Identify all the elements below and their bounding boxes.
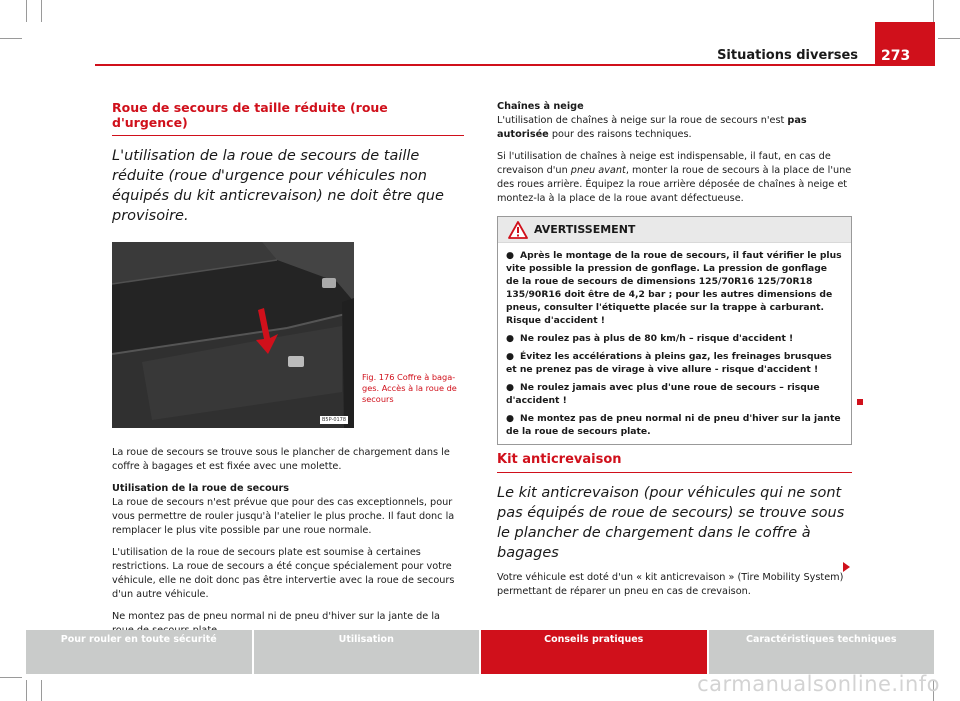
paragraph: L'utilisation de la roue de secours plate est soumise à certaines restrictions. La roue de secours a été conçue spécialement pour votre véhicule, elle ne doit donc pas être intervertie avec la roue de secours d'un autre véhicule. xyxy=(112,547,455,600)
warning-item-text: Ne roulez jamais avec plus d'une roue de secours – risque d'accident ! xyxy=(506,382,820,406)
crop-mark xyxy=(938,38,960,39)
subheading: Chaînes à neige xyxy=(497,101,584,112)
text-run: , monter la roue de secours à la place de l'une des roues arrière. Équipez la roue arrière déposée de chaînes à neige et montez-la à la place de la roue avant défectueuse. xyxy=(497,165,852,204)
section-title: Roue de secours de taille réduite (roue d'urgence) xyxy=(112,100,464,136)
header-title: Situations diverses xyxy=(717,48,858,63)
paragraph xyxy=(497,114,852,142)
section-title: Kit anticrevaison xyxy=(497,452,852,473)
section-lead: Le kit anticrevaison (pour véhicules qui ne sont pas équipés de roue de secours) se trouve sous le plancher de chargement dans le coffre à bagages xyxy=(497,485,845,561)
figure xyxy=(112,242,464,428)
text-run-italic: pneu avant xyxy=(570,165,626,176)
warning-item-text: Évitez les accélérations à pleins gaz, les freinages brusques et ne prenez pas de virage à vive allure - risque d'accident ! xyxy=(506,351,832,375)
footer-tab-practical-tips[interactable]: Conseils pratiques xyxy=(481,630,707,674)
warning-item-text: Ne roulez pas à plus de 80 km/h – risque d'accident ! xyxy=(520,333,794,344)
left-column xyxy=(112,100,464,646)
paragraph xyxy=(497,150,852,206)
page-number: 273 xyxy=(875,22,935,66)
warning-item: ● Ne roulez jamais avec plus d'une roue de secours – risque d'accident ! xyxy=(506,382,820,406)
warning-body xyxy=(498,243,851,444)
crop-mark xyxy=(0,38,22,39)
section-lead: L'utilisation de la roue de secours de taille réduite (roue d'urgence pour véhicules non équipés du kit anticrevaison) ne doit être que provisoire. xyxy=(112,148,444,224)
crop-mark xyxy=(26,680,27,701)
trunk-photo xyxy=(112,242,354,428)
paragraph: La roue de secours n'est prévue que pour des cas exceptionnels, pour vous permettre de rouler jusqu'à l'atelier le plus proche. Il faut donc la remplacer le plus vite possible par une roue normale. xyxy=(112,497,455,536)
footer-tab-safety[interactable]: Pour rouler en toute sécurité xyxy=(26,630,252,674)
footer-tab-usage[interactable]: Utilisation xyxy=(254,630,480,674)
text-run-bold: pas autorisée xyxy=(497,115,807,140)
warning-item-text: Ne montez pas de pneu normal ni de pneu d'hiver sur la jante de la roue de secours plate. xyxy=(506,413,841,437)
header-rule xyxy=(95,64,935,66)
crop-mark xyxy=(933,0,934,22)
text-run: L'utilisation de chaînes à neige sur la roue de secours n'est xyxy=(497,115,788,126)
warning-item: ● Après le montage de la roue de secours, il faut vérifier le plus vite possible la pression de gonflage. La pression de gonflage de la roue de secours de dimensions 125/70R16 125/70R18 135/90R16 doit être de 4,2 bar ; pour les autres dimensions de pneus, consulter l'étiquette placée sur la trappe à carburant. Risque d'accident ! xyxy=(506,250,842,326)
text-run: pour des raisons techniques. xyxy=(548,129,692,140)
section-end-mark xyxy=(857,399,863,405)
warning-item-text: Après le montage de la roue de secours, il faut vérifier le plus vite possible la pression de gonflage. La pression de gonflage de la roue de secours de dimensions 125/70R16 125/70R18 135/90R16 doit être de 4,2 bar ; pour les autres dimensions de pneus, consulter l'étiquette placée sur la trappe à carburant. Risque d'accident ! xyxy=(506,250,842,326)
paragraph: Votre véhicule est doté d'un « kit anticrevaison » (Tire Mobility System) permettant de réparer un pneu en cas de crevaison. xyxy=(497,572,844,597)
warning-item: ● Ne montez pas de pneu normal ni de pneu d'hiver sur la jante de la roue de secours plate. xyxy=(506,413,841,437)
paragraph: La roue de secours se trouve sous le plancher de chargement dans le coffre à bagages et est fixée avec une molette. xyxy=(112,447,450,472)
subheading: Utilisation de la roue de secours xyxy=(112,483,290,494)
figure-code: B5P-0178 xyxy=(322,417,347,423)
text-run: Si l'utilisation de chaînes à neige est indispensable, il faut, en cas de crevaison d'un xyxy=(497,151,831,176)
warning-item: ● Évitez les accélérations à pleins gaz, les freinages brusques et ne prenez pas de virage à vive allure - risque d'accident ! xyxy=(506,351,832,375)
figure-caption: Fig. 176 Coffre à bagages. Accès à la roue de secours xyxy=(362,372,457,404)
crop-mark xyxy=(0,677,22,678)
warning-box xyxy=(497,216,852,445)
warning-item: ● Ne roulez pas à plus de 80 km/h – risque d'accident ! xyxy=(506,333,794,344)
kit-section xyxy=(497,452,852,607)
footer-tab-technical-data[interactable]: Caractéristiques techniques xyxy=(709,630,935,674)
watermark: carmanualsonline.info xyxy=(697,672,940,696)
paragraph: Ne montez pas de pneu normal ni de pneu d'hiver sur la jante de la xyxy=(112,611,440,622)
crop-mark xyxy=(26,0,27,22)
warning-header xyxy=(498,217,851,243)
continue-arrow-icon xyxy=(843,562,850,572)
footer-tabs xyxy=(26,630,934,674)
crop-mark xyxy=(41,680,42,701)
right-column xyxy=(497,100,852,445)
warning-triangle-icon xyxy=(508,221,528,239)
warning-title: AVERTISSEMENT xyxy=(534,223,636,236)
trunk-illustration xyxy=(112,242,354,428)
crop-mark xyxy=(41,0,42,22)
